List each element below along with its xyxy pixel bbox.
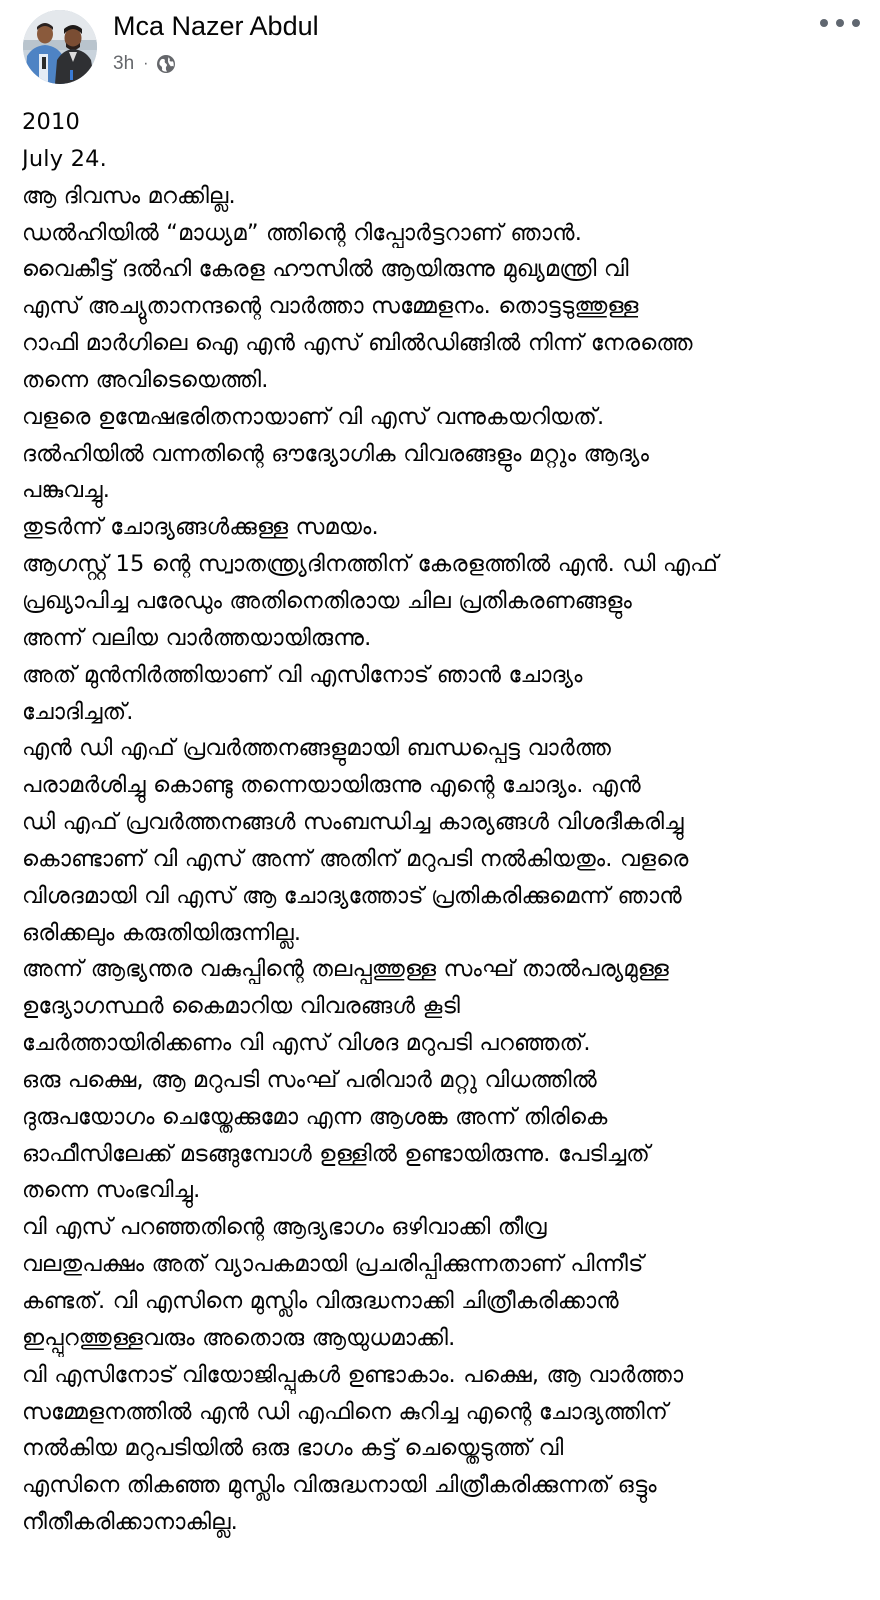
post-text-line: വി എസ് പറഞ്ഞതിന്റെ ആദ്യഭാഗം ഒഴിവാക്കി തീവ്ര (22, 1214, 547, 1241)
menu-dot (836, 19, 844, 27)
post-text-line: വി എസിനോട് വിയോജിപ്പുകൾ ഉണ്ടാകാം. പക്ഷെ, ആ വാർത്താ (22, 1361, 684, 1388)
post-text-line: അത് മുൻനിർത്തിയാണ് വി എസിനോട് ഞാൻ ചോദ്യം (22, 661, 583, 688)
post-text-line: എസ് അച്യുതാനന്ദന്റെ വാർത്താ സമ്മേളനം. തൊട്ടടുത്തുള്ള (22, 293, 639, 320)
post-text-line: 2010 (22, 109, 81, 135)
post-text-line: തന്നെ സംഭവിച്ചു. (22, 1177, 201, 1204)
post-text-line: എസിനെ തികഞ്ഞ മുസ്ലിം വിരുദ്ധനായി ചിത്രീകരിക്കുന്നത് ഒട്ടും (22, 1472, 657, 1499)
post-text-line: ഒരിക്കലും കരുതിയിരുന്നില്ല. (22, 919, 302, 946)
post-text-line: എൻ ഡി എഫ് പ്രവർത്തനങ്ങളുമായി ബന്ധപ്പെട്ട വാർത്ത (22, 735, 612, 762)
post-text-line: നൽകിയ മറുപടിയിൽ ഒരു ഭാഗം കട്ട് ചെയ്തെടുത്ത് വി (22, 1435, 564, 1462)
post-text-line: വളരെ ഉന്മേഷഭരിതനായാണ് വി എസ് വന്നുകയറിയത്. (22, 403, 605, 430)
post-text-line: ഡി എഫ് പ്രവർത്തനങ്ങൾ സംബന്ധിച്ച കാര്യങ്ങൾ വിശദീകരിച്ചു (22, 809, 684, 836)
more-options-icon[interactable] (820, 12, 860, 34)
post-text-line: കൊണ്ടാണ് വി എസ് അന്ന് അതിന് മറുപടി നൽകിയതും. വളരെ (22, 845, 689, 872)
post-text-line: പങ്കുവച്ചു. (22, 477, 111, 504)
globe-public-icon[interactable] (156, 54, 176, 74)
post-text-line: ദൽഹിയിൽ വന്നതിന്റെ ഔദ്യോഗിക വിവരങ്ങളും മറ്റും ആദ്യം (22, 440, 650, 467)
post-text-line: ഇപ്പുറത്തുള്ളവരും അതൊരു ആയുധമാക്കി. (22, 1324, 456, 1351)
post-text-line: വിശദമായി വി എസ് ആ ചോദ്യത്തോട് പ്രതികരിക്കുമെന്ന് ഞാൻ (22, 882, 682, 909)
post-text-line: ഉദ്യോഗസ്ഥർ കൈമാറിയ വിവരങ്ങൾ കൂടി (22, 993, 461, 1020)
post-timestamp[interactable]: 3h (113, 53, 135, 74)
post-text-line: നീതീകരിക്കാനാകില്ല. (22, 1509, 239, 1536)
post-text-line: ആ ദിവസം മറക്കില്ല. (22, 182, 236, 209)
post-meta (113, 52, 176, 76)
post-text-line: കണ്ടത്. വി എസിനെ മുസ്ലിം വിരുദ്ധനാക്കി ചിത്രീകരിക്കാൻ (22, 1288, 619, 1314)
post-text-line: വലതുപക്ഷം അത് വ്യാപകമായി പ്രചരിപ്പിക്കുന്നതാണ് പിന്നീട് (22, 1251, 644, 1278)
profile-photo-two-men-icon (23, 10, 97, 84)
post-body (22, 104, 868, 1541)
author-avatar[interactable] (23, 10, 97, 84)
post-text-line: ഒരു പക്ഷെ, ആ മറുപടി സംഘ് പരിവാർ മറ്റു വിധത്തിൽ (22, 1066, 597, 1093)
post-text-line: അന്ന് വലിയ വാർത്തയായിരുന്നു. (22, 624, 372, 651)
post-text-line: സമ്മേളനത്തിൽ എൻ ഡി എഫിനെ കുറിച്ച എന്റെ ചോദ്യത്തിന് (22, 1398, 668, 1425)
post-text-line: വൈകീട്ട് ദൽഹി കേരള ഹൗസിൽ ആയിരുന്നു മുഖ്യമന്ത്രി വി (22, 256, 629, 283)
post-text-line: ചേർത്തായിരിക്കണം വി എസ് വിശദ മറുപടി പറഞ്ഞത്. (22, 1030, 591, 1057)
post-text-line: ചോദിച്ചത്. (22, 698, 134, 725)
post-text-line: ആഗസ്റ്റ് 15 ന്റെ സ്വാതന്ത്ര്യദിനത്തിന് കേരളത്തിൽ എൻ. ഡി എഫ് (22, 551, 719, 578)
post-text-line: ഡൽഹിയിൽ “മാധ്യമ” ത്തിന്റെ റിപ്പോർട്ടറാണ് ഞാൻ. (22, 219, 583, 246)
post-text-line: അന്ന് ആഭ്യന്തര വകുപ്പിന്റെ തലപ്പത്തുള്ള സംഘ് താൽപര്യമുള്ള (22, 956, 669, 983)
menu-dot (852, 19, 860, 27)
post-header (0, 0, 880, 96)
post-text-line: തന്നെ അവിടെയെത്തി. (22, 366, 269, 393)
menu-dot (820, 19, 828, 27)
post-text-line: റാഫി മാർഗിലെ ഐ എൻ എസ് ബിൽഡിങ്ങിൽ നിന്ന് നേരത്തെ (22, 330, 693, 357)
post-text-line: ദുരുപയോഗം ചെയ്തേക്കുമോ എന്ന ആശങ്ക അന്ന് തിരികെ (22, 1103, 608, 1130)
post-text-line: പ്രഖ്യാപിച്ച പരേഡും അതിനെതിരായ ചില പ്രതികരണങ്ങളും (22, 587, 633, 614)
post-text-line: പരാമർശിച്ചു കൊണ്ടു തന്നെയായിരുന്നു എന്റെ ചോദ്യം. എൻ (22, 772, 641, 799)
meta-separator: · (143, 55, 149, 72)
author-name[interactable]: Mca Nazer Abdul (113, 11, 319, 41)
post-text-line: തുടർന്ന് ചോദ്യങ്ങൾക്കുള്ള സമയം. (22, 514, 379, 541)
post-text-line: ഓഫീസിലേക്ക് മടങ്ങുമ്പോൾ ഉള്ളിൽ ഉണ്ടായിരുന്നു. പേടിച്ചത് (22, 1140, 650, 1167)
post-text-line: July 24. (22, 145, 107, 172)
